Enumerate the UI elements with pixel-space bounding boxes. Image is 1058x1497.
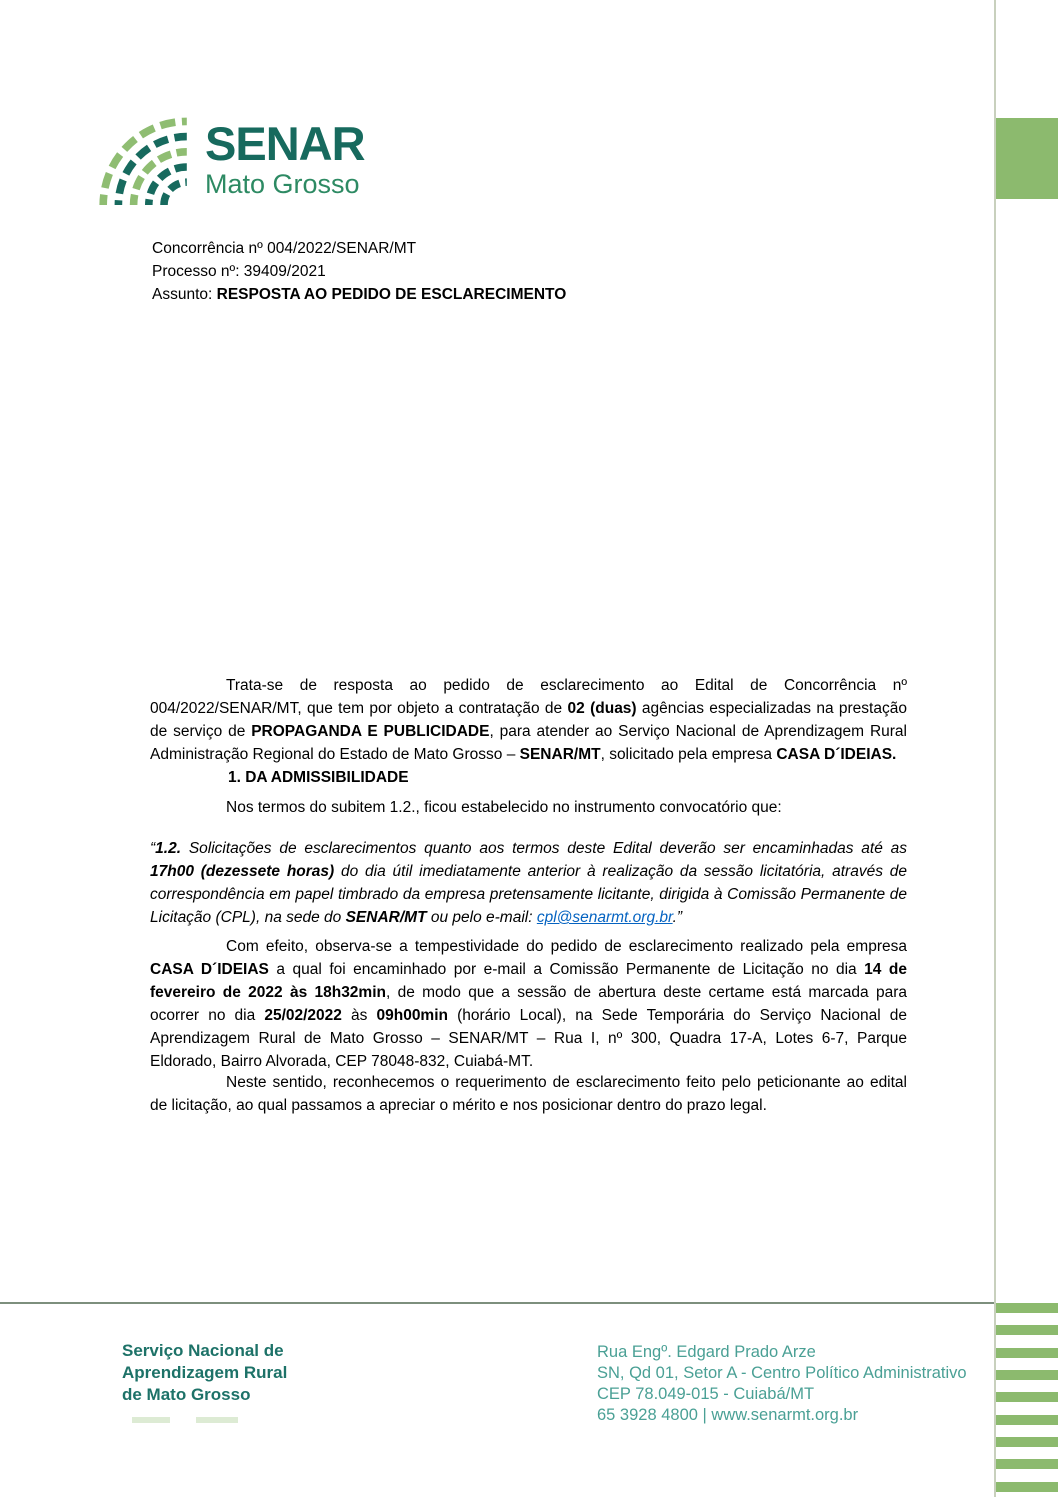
footer-address-line: Rua Engº. Edgard Prado Arze [597,1343,816,1361]
paragraph-intro: Trata-se de resposta ao pedido de esclarecimento ao Edital de Concorrência nº 004/2022/SENAR/MT, que tem por objeto a contratação de 02 (duas) agências especializadas na prestação de serviço de PROPAGANDA E PUBLICIDADE, para atender ao Serviço Nacional de Aprendizagem Rural Administração Regional do Estado de Mato Grosso – SENAR/MT, solicitado pela empresa CASA D´IDEIAS. [150,677,907,763]
document-body [150,674,907,1117]
quote-item-1-2: “1.2. Solicitações de esclarecimentos quanto aos termos deste Edital deverão ser encaminhadas até as 17h00 (dezessete horas) do dia útil imediatamente anterior à realização da sessão licitatória, através de correspondência em papel timbrado da empresa pretensamente licitante, dirigida à Comissão Permanente de Licitação (CPL), na sede do SENAR/MT ou pelo e-mail: cpl@senarmt.org.br.” [150,840,907,926]
senar-logo-mark-icon [95,110,195,205]
green-stripe [996,1392,1058,1402]
senar-logo [95,110,365,205]
footer-address-line: SN, Qd 01, Setor A - Centro Político Administrativo [597,1364,967,1382]
green-stripe [996,1415,1058,1425]
green-stripe [996,1459,1058,1469]
header-subject-line [152,283,566,306]
footer-decoration-mark [196,1417,238,1423]
email-link[interactable]: cpl@senarmt.org.br [536,909,673,926]
subject-value: RESPOSTA AO PEDIDO DE ESCLARECIMENTO [216,286,567,303]
footer-decoration-mark [132,1417,170,1423]
header-process-number-line: Concorrência nº 004/2022/SENAR/MT [152,240,417,257]
green-stripe [996,1348,1058,1358]
footer-address-line: 65 3928 4800 | www.senarmt.org.br [597,1406,859,1424]
footer-divider [0,1302,995,1304]
header-case-number-line: Processo nº: 39409/2021 [152,263,326,280]
green-stripe [996,1303,1058,1313]
footer-org-line: Aprendizagem Rural [122,1363,288,1382]
footer-address-line: CEP 78.049-015 - Cuiabá/MT [597,1385,815,1403]
subject-label: Assunto: [152,286,217,303]
paragraph-nos-termos: Nos termos do subitem 1.2., ficou estabelecido no instrumento convocatório que: [226,799,782,816]
paragraph-com-efeito: Com efeito, observa-se a tempestividade do pedido de esclarecimento realizado pela empresa CASA D´IDEIAS a qual foi encaminhado por e-mail a Comissão Permanente de Licitação no dia 14 de fevereiro de 2022 às 18h32min, de modo que a sessão de abertura deste certame está marcada para ocorrer no dia 25/02/2022 às 09h00min (horário Local), na Sede Temporária do Serviço Nacional de Aprendizagem Rural de Mato Grosso – SENAR/MT – Rua I, nº 300, Quadra 17-A, Lotes 6-7, Parque Eldorado, Bairro Alvorada, CEP 78048-832, Cuiabá-MT. [150,938,908,1070]
footer-org-line: de Mato Grosso [122,1385,251,1404]
right-edge-green-block [996,118,1058,199]
section-heading-admissibilidade: 1. DA ADMISSIBILIDADE [228,769,409,786]
green-stripe [996,1437,1058,1447]
document-header [152,237,566,306]
logo-region-text: Mato Grosso [205,169,360,199]
right-edge-vertical-rule [994,0,996,1497]
green-stripe [996,1370,1058,1380]
logo-brand-text: SENAR [205,117,365,170]
footer-org-line: Serviço Nacional de [122,1341,284,1360]
footer-address [597,1342,967,1426]
green-stripe [996,1482,1058,1492]
green-stripe [996,1325,1058,1335]
footer-organization-name [122,1340,287,1406]
paragraph-neste-sentido: Neste sentido, reconhecemos o requerimento de esclarecimento feito pelo peticionante ao edital de licitação, ao qual passamos a apreciar o mérito e nos posicionar dentro do prazo legal. [150,1074,907,1114]
